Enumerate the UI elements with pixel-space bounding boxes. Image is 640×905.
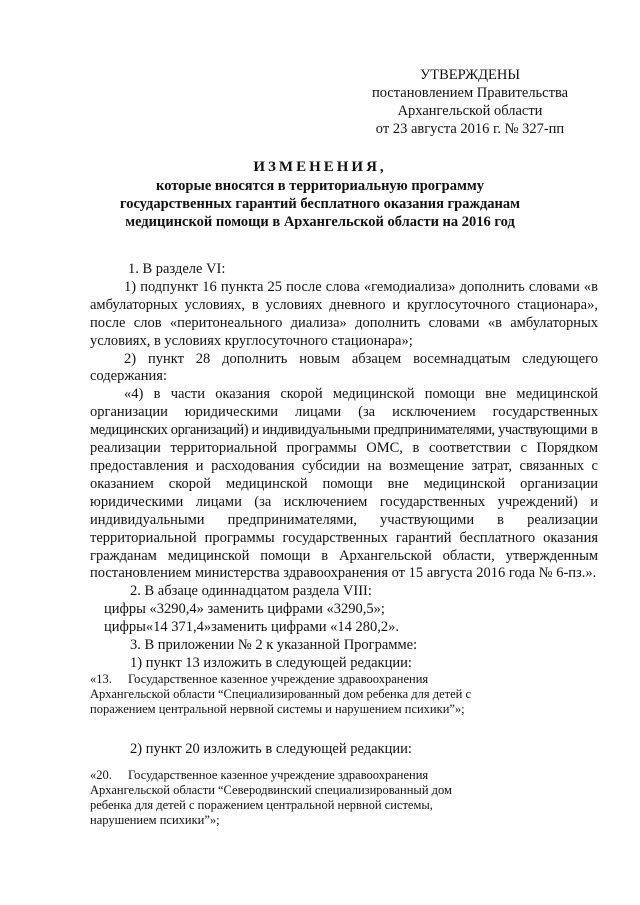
list-item-text: Архангельской области “Северодвинский специализированный дом ребенка для детей с поражением центральной нервной системы, нарушением психики”»; xyxy=(90,783,452,827)
document-body xyxy=(90,261,598,673)
approval-region: Архангельской области xyxy=(397,103,543,119)
section-3-item-1: 1) пункт 13 изложить в следующей редакции: xyxy=(130,654,412,671)
title-main: ИЗМЕНЕНИЯ, xyxy=(253,159,387,175)
list-item-number: «20. xyxy=(90,768,112,782)
section-3-heading: 3. В приложении № 2 к указанной Программе: xyxy=(130,637,418,654)
approval-title: УТВЕРЖДЕНЫ xyxy=(419,67,521,83)
list-item-20 xyxy=(90,768,560,828)
title-line-4: медицинской помощи в Архангельской области на 2016 год xyxy=(125,214,515,230)
quote-part-c: в реализации территориальной программы ОМС, в соответствии с Порядком предоставления и расходования субсидии на возмещение затрат, связанных с оказанием скорой медицинской помощи вне медицинской организации юридическими лицами (за исключением государственных учреждений) и индивидуальными предпринимателями, участвующими в реализации территориальной программы государственных гарантий бесплатного оказания гражданам медицинской помощи в Архангельской области, утвержденным постановлением министерства здравоохранения от 15 августа 2016 года № 6-пз.». xyxy=(90,422,599,582)
section-1-item-2: 2) пункт 28 дополнить новым абзацем восемнадцатым следующего содержания: xyxy=(90,350,598,385)
title-line-2: которые вносятся в территориальную программу xyxy=(156,178,484,194)
section-3-item-2: 2) пункт 20 изложить в следующей редакции: xyxy=(130,741,412,757)
list-item-text: Архангельской области “Специализированный дом ребенка для детей с поражением центральной нервной системы и нарушением психики”»; xyxy=(90,687,472,716)
document-title xyxy=(90,158,550,231)
section-2-line-2: цифры«14 371,4»заменить цифрами «14 280,2». xyxy=(104,619,400,636)
approval-date: от 23 августа 2016 г. № 327-пп xyxy=(375,121,565,137)
section-1-heading: 1. В разделе VI: xyxy=(128,261,226,277)
list-item-first-line: Государственное казенное учреждение здравоохранения xyxy=(128,672,429,686)
title-line-3: государственных гарантий бесплатного оказания гражданам xyxy=(119,196,521,212)
list-item-first-line: Государственное казенное учреждение здравоохранения xyxy=(128,768,429,782)
quoted-paragraph xyxy=(90,386,598,583)
section-1-item-1: 1) подпункт 16 пункта 25 после слова «гемодиализа» дополнить словами «в амбулаторных условиях, в условиях дневного и круглосуточного стационара», после слов «перитонеального диализа» дополнить словами «в амбулаторных условиях, в условиях круглосуточного стационара»; xyxy=(90,278,598,349)
section-2-heading: 2. В абзаце одиннадцатом раздела VIII: xyxy=(130,583,372,600)
approval-stamp xyxy=(340,66,600,138)
approval-decree: постановлением Правительства xyxy=(371,85,569,101)
quote-part-b: медицинских организаций) и индивидуальными предпринимателями, участвующими xyxy=(90,422,587,439)
quote-part-a: «4) в части оказания скорой медицинской помощи вне медицинской организации юридическими лицами (за исключением государственных xyxy=(90,386,598,421)
list-item-13 xyxy=(90,672,560,717)
section-2-line-1: цифры «3290,4» заменить цифрами «3290,5»; xyxy=(104,601,385,618)
list-item-number: «13. xyxy=(90,672,112,686)
